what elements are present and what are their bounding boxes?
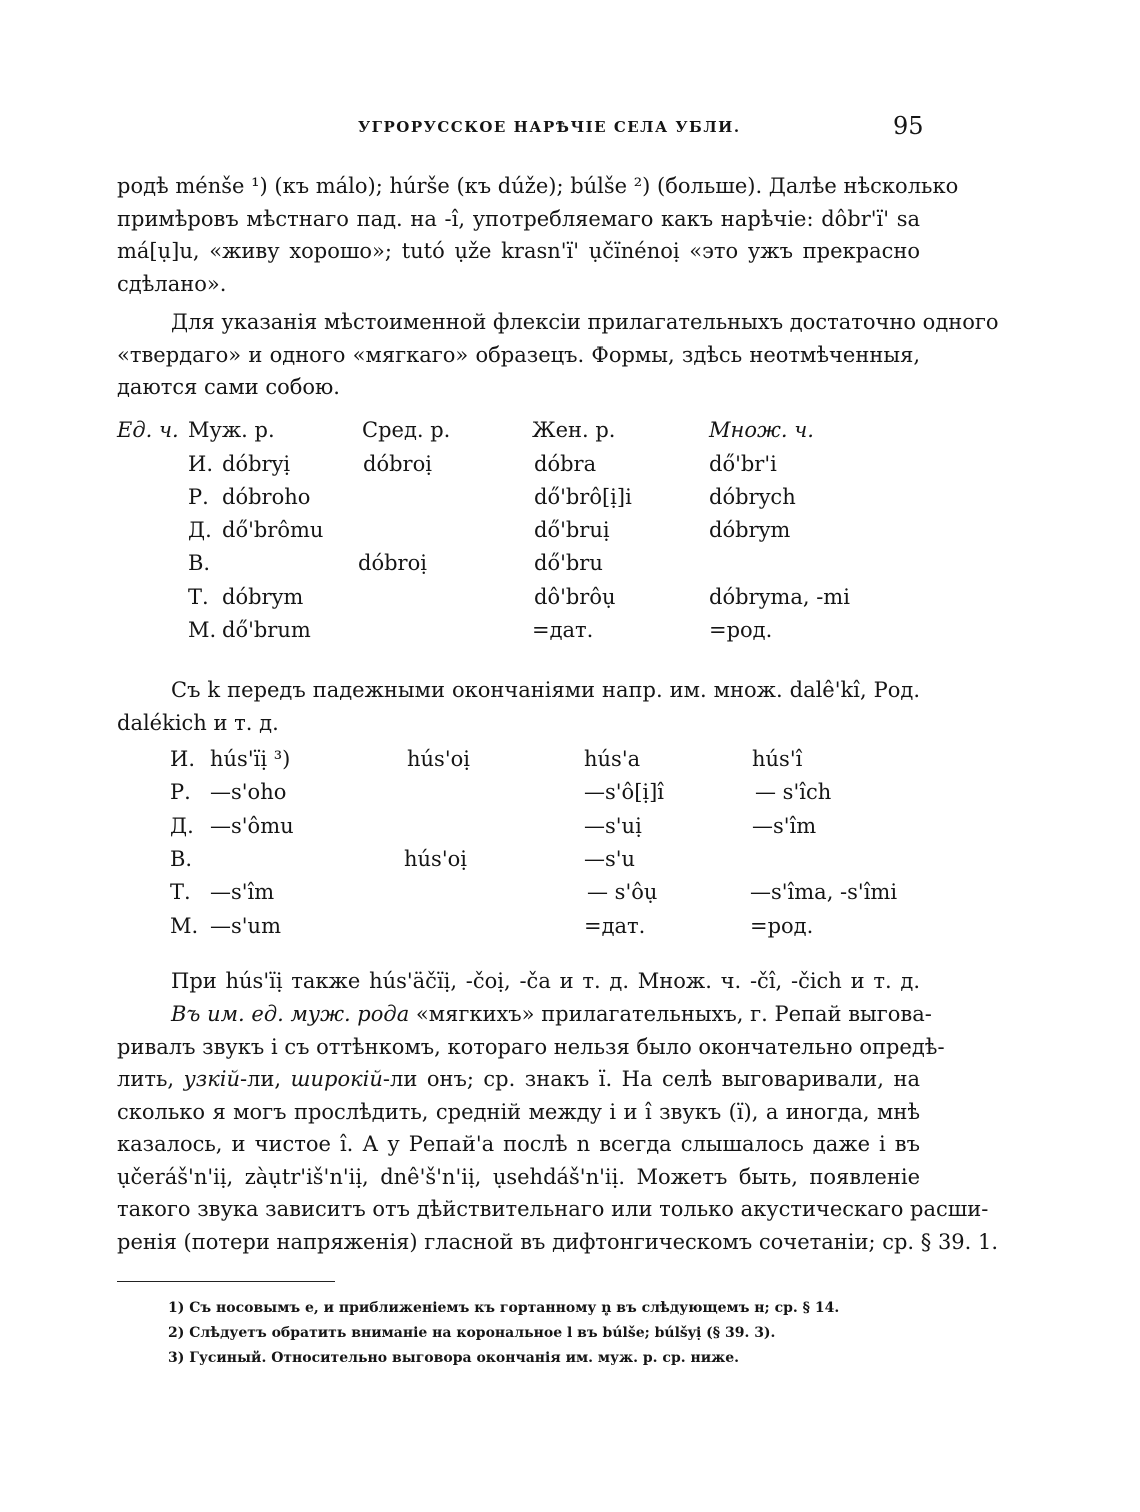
- case-label: Д.: [188, 518, 212, 542]
- text-line: сдѣлано».: [117, 271, 227, 296]
- text-line: родѣ ménše ¹) (къ málo); húrše (къ dúže); búlše ²) (больше). Далѣе нѣсколько: [117, 174, 959, 198]
- case-label: М.: [188, 618, 217, 642]
- fem-form: —s'u: [584, 847, 636, 871]
- column-header-plural: Множ. ч.: [709, 418, 814, 442]
- masc-form: —s'um: [210, 914, 281, 938]
- plural-form: =род.: [750, 914, 814, 938]
- plural-form: dóbrym: [709, 518, 791, 542]
- plural-form: dő'br'i: [709, 452, 777, 476]
- paragraph-plural-note: [117, 965, 920, 998]
- column-header-neuter: Сред. р.: [362, 418, 451, 442]
- text-line: Для указанія мѣстоименной флексіи прилагательныхъ достаточно одного: [171, 310, 999, 334]
- fem-form: dô'brôụ: [534, 585, 616, 609]
- text-line: ụčeráš'n'iị, zàụtr'iš'n'iị, dnê'š'n'iị, ụsehdáš'n'iị. Можетъ быть, появленіе: [117, 1164, 920, 1189]
- paragraph-k-stems: [117, 674, 920, 739]
- neut-form: dóbroị: [358, 551, 427, 575]
- footnote-3: 3) Гусиный. Относительно выговора окончанія им. муж. р. ср. ниже.: [168, 1350, 740, 1366]
- text-line: [117, 1063, 920, 1096]
- text-line: dalékich и т. д.: [117, 710, 279, 735]
- case-label: В.: [170, 847, 193, 871]
- fem-form: —s'ô[ị]î: [584, 780, 665, 804]
- fem-form: dő'bruị: [534, 518, 610, 542]
- footnote-divider: [117, 1281, 335, 1282]
- neut-form: dóbroị: [363, 452, 432, 476]
- text-line: «твердаго» и одного «мягкаго» образецъ. Формы, здѣсь неотмѣченныя,: [117, 342, 920, 367]
- case-label: Р.: [170, 780, 191, 804]
- paragraph-soft-adjectives: [117, 998, 999, 1258]
- text-line: ривалъ звукъ i съ оттѣнкомъ, котораго нельзя было окончательно опредѣ-: [117, 1034, 945, 1059]
- paragraph-comparatives: [117, 170, 959, 300]
- footnote-1: 1) Съ носовымъ e, и приближеніемъ къ гортанному n̥ въ слѣдующемъ н; ср. § 14.: [168, 1300, 840, 1316]
- plural-form: =род.: [709, 618, 773, 642]
- text-line: такого звука зависитъ отъ дѣйствительнаго или только акустическаго расши-: [117, 1197, 989, 1221]
- plural-form: — s'îch: [755, 780, 832, 804]
- column-header-masculine: Муж. р.: [188, 418, 275, 442]
- fem-form: — s'ôụ: [587, 880, 658, 904]
- text-line: При hús'ïị также hús'äčïị, -čoị, -ča и т. д. Множ. ч. -čî, -čich и т. д.: [171, 969, 920, 993]
- fem-form: dő'bru: [534, 551, 603, 575]
- neut-form: hús'oị: [404, 847, 467, 871]
- masc-form: dóbryị: [222, 452, 291, 476]
- text-line: казалось, и чистое î. А у Репай'а послѣ n всегда слышалось даже i въ: [117, 1132, 920, 1156]
- plural-form: —s'îm: [752, 814, 817, 838]
- plural-form: dóbryma, -mi: [709, 585, 850, 609]
- paragraph-declension-intro: [117, 306, 999, 404]
- table-label-singular: Ед. ч.: [117, 418, 179, 442]
- text-segment: -ли онъ; ср. знакъ ï. На селѣ выговаривали, на: [382, 1067, 920, 1091]
- case-label: Т.: [188, 585, 209, 609]
- masc-form: —s'îm: [210, 880, 275, 904]
- fem-form: =дат.: [532, 618, 594, 642]
- text-segment: лить,: [117, 1067, 175, 1091]
- neut-form: hús'oị: [407, 747, 470, 771]
- masc-form: dő'brum: [222, 618, 311, 642]
- case-label: И.: [188, 452, 213, 476]
- fem-form: —s'uị: [584, 814, 642, 838]
- italic-word: узкій: [183, 1067, 240, 1091]
- italic-word: широкій: [290, 1067, 383, 1091]
- fem-form: hús'a: [584, 747, 641, 771]
- case-label: Р.: [188, 485, 209, 509]
- plural-form: dóbrych: [709, 485, 796, 509]
- running-header: УГРОРУССКОЕ НАРѢЧІЕ СЕЛА УБЛИ.: [358, 118, 741, 136]
- case-label: Д.: [170, 814, 194, 838]
- case-label: М.: [170, 914, 199, 938]
- case-label: И.: [170, 747, 195, 771]
- text-segment: -ли,: [240, 1067, 282, 1091]
- text-line: даются сами собою.: [117, 375, 340, 399]
- text-line: ренія (потери напряженія) гласной въ дифтонгическомъ сочетаніи; ср. § 39. 1.: [117, 1229, 999, 1254]
- text-line: сколько я могъ прослѣдить, средній между i и î звукъ (ï), а иногда, мнѣ: [117, 1099, 920, 1124]
- text-line: má[ụ]u, «живу хорошо»; tutó ụže krasn'ï' ụčïnénoị «это ужъ прекрасно: [117, 239, 920, 263]
- fem-form: dő'brô[ị]i: [534, 485, 632, 509]
- italic-phrase: Въ им. ед. муж. рода: [171, 1002, 410, 1026]
- page-number: 95: [893, 112, 924, 140]
- footnote-2: 2) Слѣдуетъ обратить вниманіе на корональное l въ búlše; búlšyị (§ 39. 3).: [168, 1325, 776, 1341]
- text-line: [117, 998, 932, 1031]
- masc-form: —s'ômu: [210, 814, 294, 838]
- text-line: примѣровъ мѣстнаго пад. на -î, употребляемаго какъ нарѣчіе: dôbr'ï' sa: [117, 206, 920, 231]
- masc-form: dő'brômu: [222, 518, 324, 542]
- masc-form: —s'oho: [210, 780, 287, 804]
- fem-form: =дат.: [584, 914, 646, 938]
- plural-form: —s'îma, -s'îmi: [750, 880, 898, 904]
- plural-form: hús'î: [752, 747, 803, 771]
- masc-form: dóbrym: [222, 585, 304, 609]
- case-label: В.: [188, 551, 211, 575]
- text-line: Съ k передъ падежными окончаніями напр. им. множ. dalê'kî, Род.: [171, 678, 920, 702]
- case-label: Т.: [170, 880, 191, 904]
- text-segment: «мягкихъ» прилагательныхъ, г. Репай выгова-: [415, 1002, 932, 1026]
- column-header-feminine: Жен. р.: [532, 418, 616, 442]
- masc-form: dóbroho: [222, 485, 311, 509]
- fem-form: dóbra: [534, 452, 597, 476]
- masc-form: hús'ïị ³): [210, 747, 291, 771]
